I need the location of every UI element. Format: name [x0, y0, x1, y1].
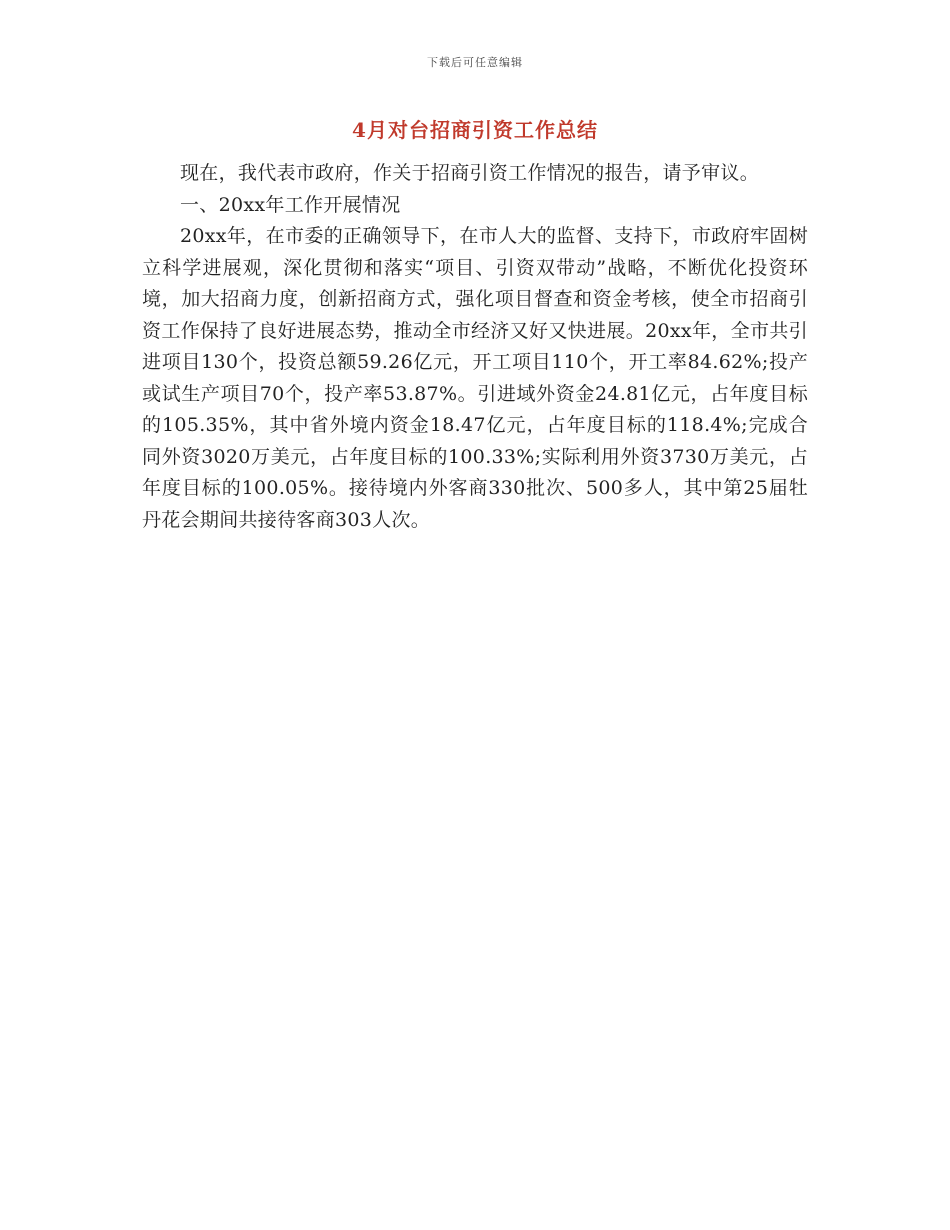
- header-note: 下载后可任意编辑: [427, 56, 523, 69]
- paragraph-intro: 现在，我代表市政府，作关于招商引资工作情况的报告，请予审议。: [180, 162, 760, 184]
- document-body: [142, 158, 808, 536]
- paragraph-summary: 20xx年，在市委的正确领导下，在市人大的监督、支持下，市政府牢固树立科学进展观，深化贯彻和落实“项目、引资双带动”战略，不断优化投资环境，加大招商力度，创新招商方式，强化项目督查和资金考核，使全市招商引资工作保持了良好进展态势，推动全市经济又好又快进展。20xx年，全市共引进项目130个，投资总额59.26亿元，开工项目110个，开工率84.62%;投产或试生产项目70个，投产率53.87%。引进域外资金24.81亿元，占年度目标的105.35%，其中省外境内资金18.47亿元，占年度目标的118.4%;完成合同外资3020万美元，占年度目标的100.33%;实际利用外资3730万美元，占年度目标的100.05%。接待境内外客商330批次、500多人，其中第25届牡丹花会期间共接待客商303人次。: [142, 225, 808, 531]
- section-heading: 一、20xx年工作开展情况: [180, 193, 401, 216]
- document-title: 4月对台招商引资工作总结: [352, 118, 598, 142]
